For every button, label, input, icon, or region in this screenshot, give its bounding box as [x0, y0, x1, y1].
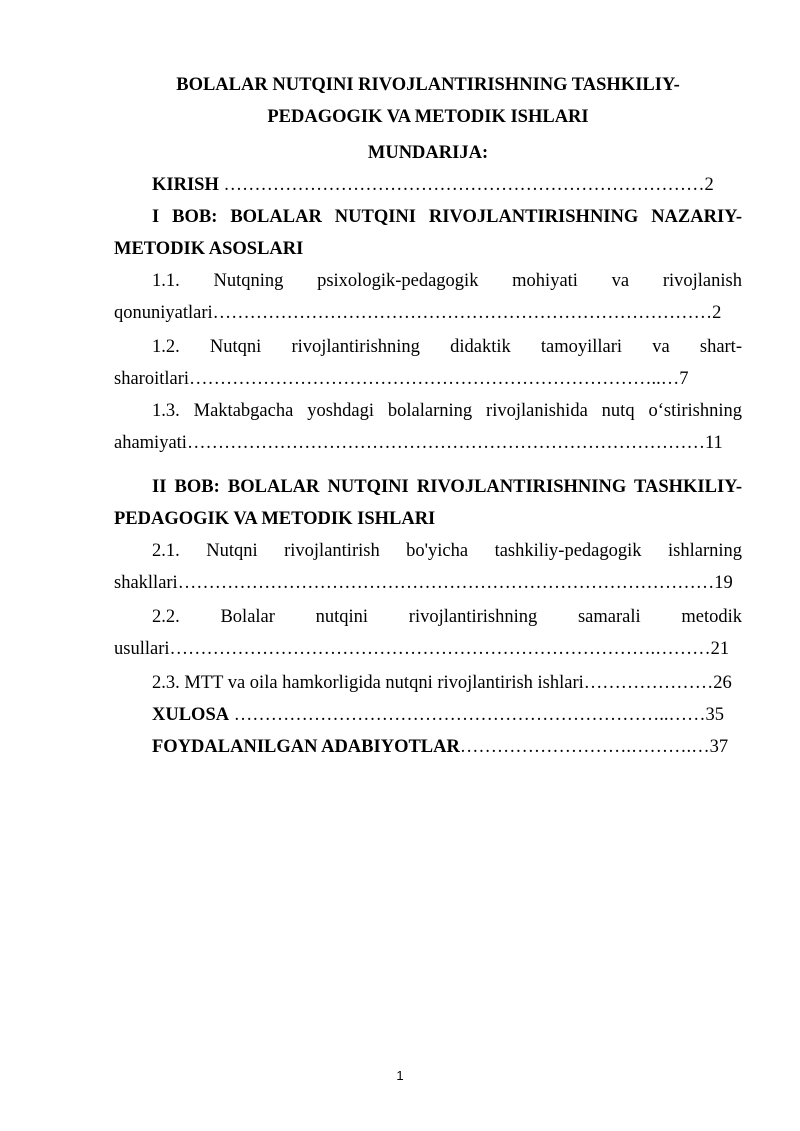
page-number: 1 [396, 1068, 404, 1083]
document-title-line-2: PEDAGOGIK VA METODIK ISHLARI [267, 107, 589, 127]
toc-section-2-2-line-2: usullari…………………………………………………………………….………21 [114, 639, 730, 659]
toc-section-2-2-line-1: 2.2. Bolalar nutqini rivojlantirishning samarali metodik [152, 607, 742, 627]
toc-chapter-1-line-2: METODIK ASOSLARI [114, 239, 304, 259]
document-title-line-1: BOLALAR NUTQINI RIVOJLANTIRISHNING TASHKILIY- [176, 75, 680, 95]
toc-page-number: 37 [709, 737, 729, 757]
toc-page-number: 2 [704, 175, 714, 195]
toc-chapter-2-line-1: II BOB: BOLALAR NUTQINI RIVOJLANTIRISHNING TASHKILIY- [152, 477, 742, 497]
toc-leader-dots: ……………………………………………………………..…… [229, 705, 706, 725]
toc-section-2-1-line-1: 2.1. Nutqni rivojlantirish bo'yicha tashkiliy-pedagogik ishlarning [152, 541, 742, 561]
toc-entry-bibliography [152, 737, 728, 758]
toc-section-1-3-line-2: ahamiyati…………………………………………………………………………11 [114, 433, 723, 453]
toc-entry-xulosa [152, 705, 724, 726]
toc-entry-label: XULOSA [152, 705, 230, 725]
toc-entry-label: KIRISH [152, 175, 219, 195]
toc-entry-label: FOYDALANILGAN ADABIYOTLAR [152, 737, 460, 757]
toc-page-number: 35 [705, 705, 724, 725]
toc-leader-dots: ……………………….……….… [459, 737, 710, 757]
toc-entry-kirish [152, 175, 714, 196]
toc-chapter-2-line-2: PEDAGOGIK VA METODIK ISHLARI [114, 509, 436, 529]
toc-section-1-1-line-2: qonuniyatlari………………………………………………………………………2 [114, 303, 722, 323]
toc-section-1-3-line-1: 1.3. Maktabgacha yoshdagi bolalarning rivojlanishida nutq o‘stirishning [152, 401, 742, 421]
toc-chapter-1-line-1: I BOB: BOLALAR NUTQINI RIVOJLANTIRISHNING NAZARIY- [152, 207, 742, 227]
toc-heading: MUNDARIJA: [367, 143, 489, 163]
toc-section-1-2-line-1: 1.2. Nutqni rivojlantirishning didaktik tamoyillari va shart- [152, 337, 742, 357]
toc-section-2-1-line-2: shakllari……………………………………………………………………………19 [114, 573, 733, 593]
toc-section-1-1-line-1: 1.1. Nutqning psixologik-pedagogik mohiyati va rivojlanish [152, 271, 742, 291]
toc-section-2-3: 2.3. MTT va oila hamkorligida nutqni rivojlantirish ishlari…………………26 [152, 673, 732, 693]
toc-section-1-2-line-2: sharoitlari…………………………………………………………………..…7 [114, 369, 689, 389]
toc-leader-dots: …………………………………………………………………… [218, 175, 705, 195]
